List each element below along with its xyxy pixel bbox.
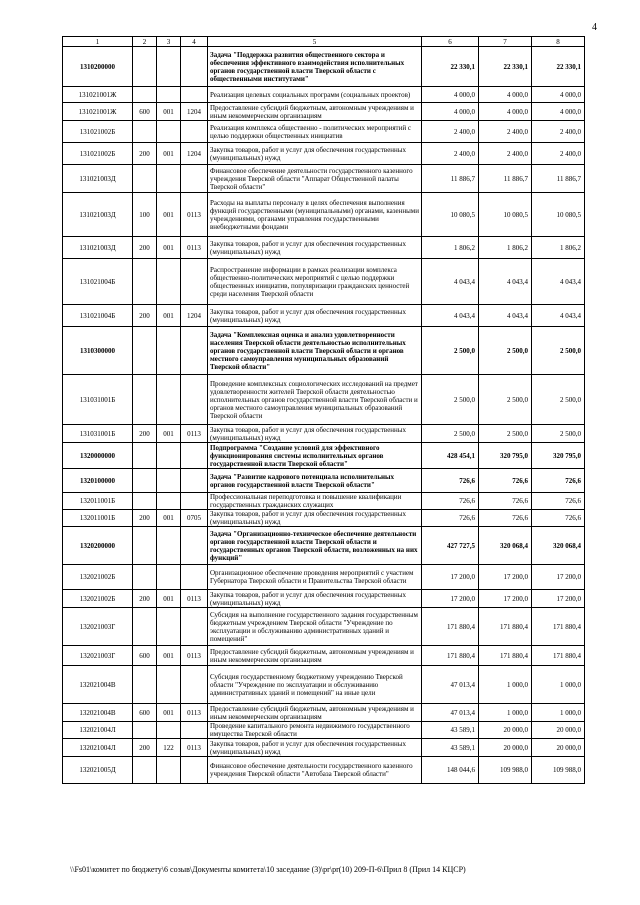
table-row xyxy=(63,527,585,565)
cell-v7: 171 880,4 xyxy=(479,646,532,666)
cell-v7: 109 988,0 xyxy=(479,757,532,784)
cell-c4: 0705 xyxy=(181,510,208,527)
cell-c2 xyxy=(133,165,157,193)
table-row xyxy=(63,565,585,590)
cell-desc: Закупка товаров, работ и услуг для обеспечения государственных (муниципальных) нужд xyxy=(208,143,422,165)
cell-c3 xyxy=(157,565,181,590)
cell-v8: 4 000,0 xyxy=(532,103,585,121)
header-row xyxy=(63,37,585,47)
cell-c4 xyxy=(181,493,208,510)
cell-v7: 2 400,0 xyxy=(479,143,532,165)
cell-v8: 4 043,4 xyxy=(532,259,585,305)
cell-c3 xyxy=(157,165,181,193)
cell-c3: 001 xyxy=(157,103,181,121)
cell-v6: 726,6 xyxy=(422,510,479,527)
cell-code: 132021005Д xyxy=(63,757,133,784)
cell-desc: Реализация комплекса общественно - политических мероприятий с целью поддержки общественных инициатив xyxy=(208,121,422,143)
cell-code: 131031001Б xyxy=(63,375,133,425)
header-cell: 4 xyxy=(181,37,208,47)
table-row xyxy=(63,646,585,666)
cell-v6: 4 000,0 xyxy=(422,87,479,103)
table-row xyxy=(63,165,585,193)
cell-c3 xyxy=(157,666,181,704)
cell-desc: Распространение информации в рамках реализации комплекса общественно-политических мероприятий с целью поддержки общественных инициатив, популяризации гражданских ценностей среди населения Тверской области xyxy=(208,259,422,305)
cell-v7: 1 000,0 xyxy=(479,666,532,704)
cell-c3 xyxy=(157,527,181,565)
cell-v7: 726,6 xyxy=(479,510,532,527)
cell-code: 131021002Б xyxy=(63,121,133,143)
cell-c2: 600 xyxy=(133,103,157,121)
header-cell: 1 xyxy=(63,37,133,47)
cell-c2 xyxy=(133,608,157,646)
cell-code: 131021001Ж xyxy=(63,87,133,103)
cell-c3 xyxy=(157,443,181,469)
cell-c2: 200 xyxy=(133,590,157,608)
cell-v8: 726,6 xyxy=(532,510,585,527)
header-cell: 7 xyxy=(479,37,532,47)
cell-v7: 4 043,4 xyxy=(479,305,532,327)
cell-c3 xyxy=(157,722,181,739)
cell-code: 1320200000 xyxy=(63,527,133,565)
cell-c2 xyxy=(133,666,157,704)
header-cell: 5 xyxy=(208,37,422,47)
cell-desc: Расходы на выплаты персоналу в целях обеспечения выполнения функций государственными (муниципальными) органами, казенными учреждениями, органами управления государственными внебюджетными фондами xyxy=(208,193,422,237)
cell-code: 132021002Б xyxy=(63,590,133,608)
cell-v7: 726,6 xyxy=(479,493,532,510)
cell-c4 xyxy=(181,165,208,193)
header-cell: 6 xyxy=(422,37,479,47)
cell-v6: 47 013,4 xyxy=(422,704,479,722)
cell-c2: 200 xyxy=(133,305,157,327)
cell-v8: 1 000,0 xyxy=(532,666,585,704)
cell-c2: 200 xyxy=(133,739,157,757)
cell-c4: 0113 xyxy=(181,646,208,666)
cell-v7: 22 330,1 xyxy=(479,47,532,87)
cell-v7: 320 068,4 xyxy=(479,527,532,565)
cell-code: 132011001Б xyxy=(63,510,133,527)
cell-code: 1310300000 xyxy=(63,327,133,375)
cell-code: 1310200000 xyxy=(63,47,133,87)
cell-c4 xyxy=(181,565,208,590)
cell-v7: 10 080,5 xyxy=(479,193,532,237)
cell-v8: 2 400,0 xyxy=(532,121,585,143)
cell-v6: 43 589,1 xyxy=(422,739,479,757)
table-row xyxy=(63,666,585,704)
cell-v6: 2 400,0 xyxy=(422,121,479,143)
cell-v6: 22 330,1 xyxy=(422,47,479,87)
cell-v6: 148 044,6 xyxy=(422,757,479,784)
cell-desc: Закупка товаров, работ и услуг для обеспечения государственных (муниципальных) нужд xyxy=(208,237,422,259)
cell-v8: 2 400,0 xyxy=(532,143,585,165)
cell-c2 xyxy=(133,121,157,143)
cell-v7: 320 795,0 xyxy=(479,443,532,469)
cell-v8: 10 080,5 xyxy=(532,193,585,237)
cell-c4: 0113 xyxy=(181,739,208,757)
cell-desc: Подпрограмма "Создание условий для эффективного функционирования системы исполнительных органов государственной власти Тверской области" xyxy=(208,443,422,469)
budget-table xyxy=(62,36,585,784)
cell-c4 xyxy=(181,259,208,305)
cell-code: 131021002Б xyxy=(63,143,133,165)
cell-desc: Проведение комплексных социологических исследований на предмет удовлетворенности жителей Тверской области деятельностью исполнительных органов государственной власти Тверской области и органов местного самоуправления муниципальных образований Тверской области xyxy=(208,375,422,425)
cell-desc: Профессиональная переподготовка и повышение квалификации государственных гражданских служащих xyxy=(208,493,422,510)
cell-v8: 726,6 xyxy=(532,469,585,493)
cell-c2: 100 xyxy=(133,193,157,237)
cell-code: 131031001Б xyxy=(63,425,133,443)
cell-c4: 0113 xyxy=(181,590,208,608)
cell-v8: 17 200,0 xyxy=(532,590,585,608)
cell-c3 xyxy=(157,327,181,375)
cell-v8: 320 795,0 xyxy=(532,443,585,469)
cell-v7: 17 200,0 xyxy=(479,590,532,608)
table-row xyxy=(63,739,585,757)
cell-desc: Предоставление субсидий бюджетным, автономным учреждениям и иным некоммерческим организациям xyxy=(208,103,422,121)
cell-code: 131021003Д xyxy=(63,237,133,259)
cell-c4 xyxy=(181,666,208,704)
cell-code: 132021004В xyxy=(63,704,133,722)
cell-v8: 1 806,2 xyxy=(532,237,585,259)
cell-c3: 001 xyxy=(157,704,181,722)
table-row xyxy=(63,443,585,469)
cell-code: 132021003Г xyxy=(63,608,133,646)
cell-c2 xyxy=(133,327,157,375)
cell-c4: 1204 xyxy=(181,143,208,165)
cell-code: 132021003Г xyxy=(63,646,133,666)
cell-desc: Задача "Комплексная оценка и анализ удовлетворенности населения Тверской области деятельностью исполнительных органов государственной власти Тверской области и органов местного самоуправления муниципальных образований Тверской области" xyxy=(208,327,422,375)
cell-desc: Предоставление субсидий бюджетным, автономным учреждениям и иным некоммерческим организациям xyxy=(208,704,422,722)
cell-v6: 726,6 xyxy=(422,469,479,493)
cell-v6: 427 727,5 xyxy=(422,527,479,565)
cell-v8: 320 068,4 xyxy=(532,527,585,565)
cell-desc: Закупка товаров, работ и услуг для обеспечения государственных (муниципальных) нужд xyxy=(208,510,422,527)
cell-c3: 001 xyxy=(157,590,181,608)
cell-c2 xyxy=(133,87,157,103)
cell-code: 131021003Д xyxy=(63,165,133,193)
cell-c2 xyxy=(133,493,157,510)
cell-v6: 2 500,0 xyxy=(422,425,479,443)
cell-v7: 2 400,0 xyxy=(479,121,532,143)
cell-v6: 17 200,0 xyxy=(422,565,479,590)
cell-code: 1320100000 xyxy=(63,469,133,493)
cell-c4: 0113 xyxy=(181,425,208,443)
cell-v7: 4 043,4 xyxy=(479,259,532,305)
table-row xyxy=(63,327,585,375)
cell-desc: Задача "Развитие кадрового потенциала исполнительных органов государственной власти Тверской области" xyxy=(208,469,422,493)
cell-code: 132021002Б xyxy=(63,565,133,590)
table-row xyxy=(63,143,585,165)
cell-v8: 171 880,4 xyxy=(532,608,585,646)
cell-code: 132011001Б xyxy=(63,493,133,510)
cell-v6: 171 880,4 xyxy=(422,646,479,666)
cell-v8: 1 000,0 xyxy=(532,704,585,722)
cell-desc: Закупка товаров, работ и услуг для обеспечения государственных (муниципальных) нужд xyxy=(208,590,422,608)
cell-c3: 001 xyxy=(157,193,181,237)
file-path-footer: \\Fs01\комитет по бюджету\6 созыв\Документы комитета\10 заседание (3)\pr\pr(10) 209-П-6\Прил 8 (Прил 14 КЦСР) xyxy=(70,865,466,874)
cell-c4 xyxy=(181,375,208,425)
cell-c4 xyxy=(181,47,208,87)
cell-desc: Задача "Поддержка развития общественного сектора и обеспечения эффективного взаимодействия исполнительных органов государственной власти Тверской области с общественными институтами" xyxy=(208,47,422,87)
cell-c3 xyxy=(157,259,181,305)
cell-c4: 0113 xyxy=(181,193,208,237)
cell-c2 xyxy=(133,757,157,784)
cell-c4: 0113 xyxy=(181,704,208,722)
table-row xyxy=(63,608,585,646)
cell-c2 xyxy=(133,527,157,565)
cell-c4 xyxy=(181,757,208,784)
cell-v8: 4 000,0 xyxy=(532,87,585,103)
table-row xyxy=(63,87,585,103)
cell-c4: 1204 xyxy=(181,305,208,327)
cell-c4 xyxy=(181,327,208,375)
cell-c3 xyxy=(157,375,181,425)
cell-v7: 4 000,0 xyxy=(479,103,532,121)
cell-c3 xyxy=(157,121,181,143)
header-cell: 8 xyxy=(532,37,585,47)
cell-v7: 2 500,0 xyxy=(479,327,532,375)
cell-c2 xyxy=(133,47,157,87)
cell-code: 131021003Д xyxy=(63,193,133,237)
cell-c4 xyxy=(181,722,208,739)
table-row xyxy=(63,193,585,237)
cell-v6: 1 806,2 xyxy=(422,237,479,259)
cell-c2 xyxy=(133,375,157,425)
cell-code: 1320000000 xyxy=(63,443,133,469)
cell-code: 132021004Л xyxy=(63,722,133,739)
cell-v7: 1 000,0 xyxy=(479,704,532,722)
cell-c2 xyxy=(133,722,157,739)
cell-c3: 001 xyxy=(157,510,181,527)
cell-c2: 200 xyxy=(133,425,157,443)
cell-v8: 2 500,0 xyxy=(532,425,585,443)
cell-v8: 22 330,1 xyxy=(532,47,585,87)
cell-v7: 17 200,0 xyxy=(479,565,532,590)
cell-v8: 11 886,7 xyxy=(532,165,585,193)
cell-c3 xyxy=(157,47,181,87)
cell-c3: 122 xyxy=(157,739,181,757)
cell-desc: Закупка товаров, работ и услуг для обеспечения государственных (муниципальных) нужд xyxy=(208,425,422,443)
table-row xyxy=(63,590,585,608)
cell-v8: 20 000,0 xyxy=(532,722,585,739)
cell-c4 xyxy=(181,443,208,469)
table-row xyxy=(63,510,585,527)
cell-c2 xyxy=(133,469,157,493)
table-row xyxy=(63,704,585,722)
cell-desc: Закупка товаров, работ и услуг для обеспечения государственных (муниципальных) нужд xyxy=(208,739,422,757)
cell-c2: 200 xyxy=(133,143,157,165)
cell-v6: 171 880,4 xyxy=(422,608,479,646)
cell-v6: 4 000,0 xyxy=(422,103,479,121)
cell-v8: 4 043,4 xyxy=(532,305,585,327)
cell-desc: Организационное обеспечение проведения мероприятий с участием Губернатора Тверской области и Правительства Тверской области xyxy=(208,565,422,590)
cell-code: 131021004Б xyxy=(63,305,133,327)
cell-v6: 2 400,0 xyxy=(422,143,479,165)
cell-v7: 20 000,0 xyxy=(479,739,532,757)
cell-c4: 0113 xyxy=(181,237,208,259)
cell-code: 132021004В xyxy=(63,666,133,704)
cell-v8: 109 988,0 xyxy=(532,757,585,784)
cell-c3: 001 xyxy=(157,237,181,259)
cell-v7: 4 000,0 xyxy=(479,87,532,103)
cell-desc: Финансовое обеспечение деятельности государственного казенного учреждения Тверской области "Аппарат Общественной палаты Тверской области" xyxy=(208,165,422,193)
table-row xyxy=(63,375,585,425)
header-cell: 3 xyxy=(157,37,181,47)
cell-v6: 11 886,7 xyxy=(422,165,479,193)
cell-v6: 726,6 xyxy=(422,493,479,510)
table-row xyxy=(63,259,585,305)
table-row xyxy=(63,493,585,510)
cell-v7: 2 500,0 xyxy=(479,375,532,425)
cell-desc: Проведение капитального ремонта недвижимого государственного имущества Тверской области xyxy=(208,722,422,739)
page-number: 4 xyxy=(592,22,597,33)
table-row xyxy=(63,722,585,739)
cell-v8: 171 880,4 xyxy=(532,646,585,666)
cell-v8: 20 000,0 xyxy=(532,739,585,757)
cell-v7: 11 886,7 xyxy=(479,165,532,193)
cell-v8: 17 200,0 xyxy=(532,565,585,590)
cell-c4 xyxy=(181,87,208,103)
cell-c4 xyxy=(181,121,208,143)
header-cell: 2 xyxy=(133,37,157,47)
table-row xyxy=(63,425,585,443)
cell-v6: 10 080,5 xyxy=(422,193,479,237)
cell-c3: 001 xyxy=(157,143,181,165)
cell-c2: 600 xyxy=(133,704,157,722)
cell-desc: Финансовое обеспечение деятельности государственного казенного учреждения Тверской области "Автобаза Тверской области" xyxy=(208,757,422,784)
cell-c2 xyxy=(133,565,157,590)
cell-v6: 428 454,1 xyxy=(422,443,479,469)
cell-v8: 726,6 xyxy=(532,493,585,510)
cell-v6: 2 500,0 xyxy=(422,327,479,375)
cell-c4 xyxy=(181,608,208,646)
cell-v6: 2 500,0 xyxy=(422,375,479,425)
cell-code: 131021001Ж xyxy=(63,103,133,121)
cell-v6: 47 013,4 xyxy=(422,666,479,704)
cell-c2: 200 xyxy=(133,510,157,527)
cell-c2 xyxy=(133,259,157,305)
cell-c4 xyxy=(181,469,208,493)
cell-c4: 1204 xyxy=(181,103,208,121)
cell-v6: 17 200,0 xyxy=(422,590,479,608)
cell-c3 xyxy=(157,757,181,784)
cell-c3: 001 xyxy=(157,425,181,443)
cell-c3 xyxy=(157,493,181,510)
table-row xyxy=(63,121,585,143)
table-row xyxy=(63,47,585,87)
cell-v6: 43 589,1 xyxy=(422,722,479,739)
cell-v8: 2 500,0 xyxy=(532,327,585,375)
cell-desc: Задача "Организационно-техническое обеспечение деятельности органов государственной власти Тверской области и государственных органов Тверской области, возложенных на них функций" xyxy=(208,527,422,565)
cell-c3: 001 xyxy=(157,646,181,666)
cell-v7: 20 000,0 xyxy=(479,722,532,739)
cell-v6: 4 043,4 xyxy=(422,259,479,305)
table-row xyxy=(63,103,585,121)
cell-c3 xyxy=(157,608,181,646)
cell-desc: Реализация целевых социальных программ (социальных проектов) xyxy=(208,87,422,103)
table-row xyxy=(63,237,585,259)
cell-c4 xyxy=(181,527,208,565)
table-row xyxy=(63,305,585,327)
cell-c3 xyxy=(157,87,181,103)
table-row xyxy=(63,469,585,493)
cell-v7: 1 806,2 xyxy=(479,237,532,259)
cell-c2: 600 xyxy=(133,646,157,666)
cell-v7: 726,6 xyxy=(479,469,532,493)
cell-c3: 001 xyxy=(157,305,181,327)
cell-desc: Предоставление субсидий бюджетным, автономным учреждениям и иным некоммерческим организациям xyxy=(208,646,422,666)
table-row xyxy=(63,757,585,784)
cell-v8: 2 500,0 xyxy=(532,375,585,425)
cell-code: 131021004Б xyxy=(63,259,133,305)
cell-c2: 200 xyxy=(133,237,157,259)
cell-code: 132021004Л xyxy=(63,739,133,757)
cell-v7: 171 880,4 xyxy=(479,608,532,646)
cell-desc: Субсидия на выполнение государственного задания государственным бюджетным учреждением Тверской области "Учреждение по эксплуатации и обслуживанию административных зданий и помещений" xyxy=(208,608,422,646)
cell-c2 xyxy=(133,443,157,469)
cell-v7: 2 500,0 xyxy=(479,425,532,443)
cell-desc: Субсидия государственному бюджетному учреждению Тверской области "Учреждение по эксплуатации и обслуживанию административных зданий и помещений" на иные цели xyxy=(208,666,422,704)
cell-v6: 4 043,4 xyxy=(422,305,479,327)
cell-c3 xyxy=(157,469,181,493)
cell-desc: Закупка товаров, работ и услуг для обеспечения государственных (муниципальных) нужд xyxy=(208,305,422,327)
